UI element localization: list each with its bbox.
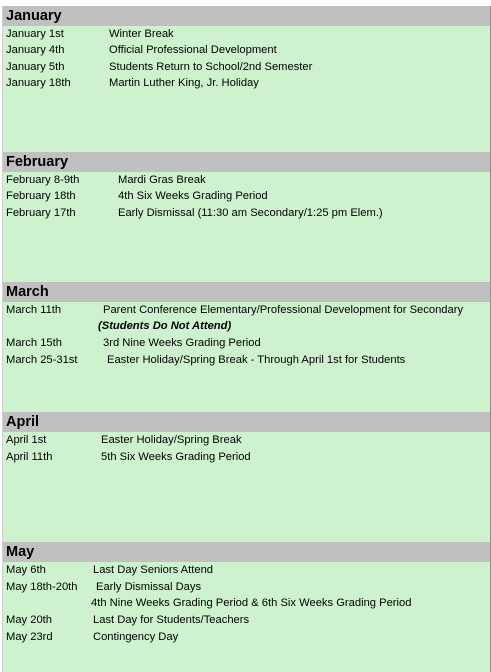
event-date: May 23rd — [6, 631, 53, 643]
month-heading: March — [3, 282, 490, 302]
event-row — [3, 629, 490, 646]
event-date: May 20th — [6, 614, 53, 626]
event-date: January 1st — [6, 28, 64, 40]
event-description: Official Professional Development — [109, 44, 277, 56]
event-row — [3, 562, 490, 579]
event-description: Early Dismissal (11:30 am Secondary/1:25 pm Elem.) — [118, 207, 383, 219]
event-row — [3, 59, 490, 76]
event-description: Parent Conference Elementary/Professional Development for Secondary — [103, 304, 464, 316]
event-row — [3, 595, 490, 612]
event-row — [3, 302, 490, 319]
event-description: 4th Six Weeks Grading Period — [118, 190, 268, 202]
event-row — [3, 449, 490, 466]
event-date: February 18th — [6, 190, 76, 202]
month-heading: February — [3, 152, 490, 172]
event-row — [3, 432, 490, 449]
month-events — [3, 432, 490, 542]
event-date: January 18th — [6, 77, 71, 89]
event-row — [3, 26, 490, 43]
event-description: Mardi Gras Break — [118, 174, 206, 186]
event-description: 3rd Nine Weeks Grading Period — [103, 337, 261, 349]
month-events — [3, 302, 490, 412]
event-date: March 15th — [6, 337, 62, 349]
event-description: Contingency Day — [93, 631, 179, 643]
event-row — [3, 75, 490, 92]
month-events — [3, 562, 490, 672]
month-section-april — [3, 412, 490, 542]
event-description: Students Return to School/2nd Semester — [109, 61, 313, 73]
month-section-february — [3, 152, 490, 282]
month-heading: January — [3, 6, 490, 26]
event-date: May 18th-20th — [6, 581, 78, 593]
event-row — [3, 612, 490, 629]
event-description: Winter Break — [109, 28, 174, 40]
event-date: May 6th — [6, 564, 46, 576]
event-date: March 25-31st — [6, 354, 78, 366]
school-calendar — [2, 6, 491, 672]
event-description: Early Dismissal Days — [96, 581, 202, 593]
event-date: February 17th — [6, 207, 76, 219]
event-row — [3, 352, 490, 369]
event-date: April 11th — [6, 451, 53, 463]
event-row — [3, 172, 490, 189]
event-description: Easter Holiday/Spring Break - Through April 1st for Students — [107, 354, 406, 366]
event-row — [3, 579, 490, 596]
event-row — [3, 205, 490, 222]
event-row — [3, 335, 490, 352]
event-date: April 1st — [6, 434, 47, 446]
month-heading: April — [3, 412, 490, 432]
event-row — [3, 318, 490, 335]
event-note: (Students Do Not Attend) — [98, 320, 232, 332]
event-date: January 4th — [6, 44, 65, 56]
event-description: Easter Holiday/Spring Break — [101, 434, 242, 446]
event-date: February 8-9th — [6, 174, 80, 186]
event-description: Last Day Seniors Attend — [93, 564, 214, 576]
event-description: Martin Luther King, Jr. Holiday — [109, 77, 259, 89]
month-section-may — [3, 542, 490, 672]
event-row — [3, 188, 490, 205]
month-events — [3, 172, 490, 282]
event-date: March 11th — [6, 304, 62, 316]
month-events — [3, 26, 490, 152]
month-heading: May — [3, 542, 490, 562]
month-section-march — [3, 282, 490, 412]
event-row — [3, 42, 490, 59]
event-note: 4th Nine Weeks Grading Period & 6th Six Weeks Grading Period — [91, 597, 412, 609]
event-description: Last Day for Students/Teachers — [93, 614, 250, 626]
month-section-january — [3, 6, 490, 152]
event-date: January 5th — [6, 61, 65, 73]
event-description: 5th Six Weeks Grading Period — [101, 451, 251, 463]
